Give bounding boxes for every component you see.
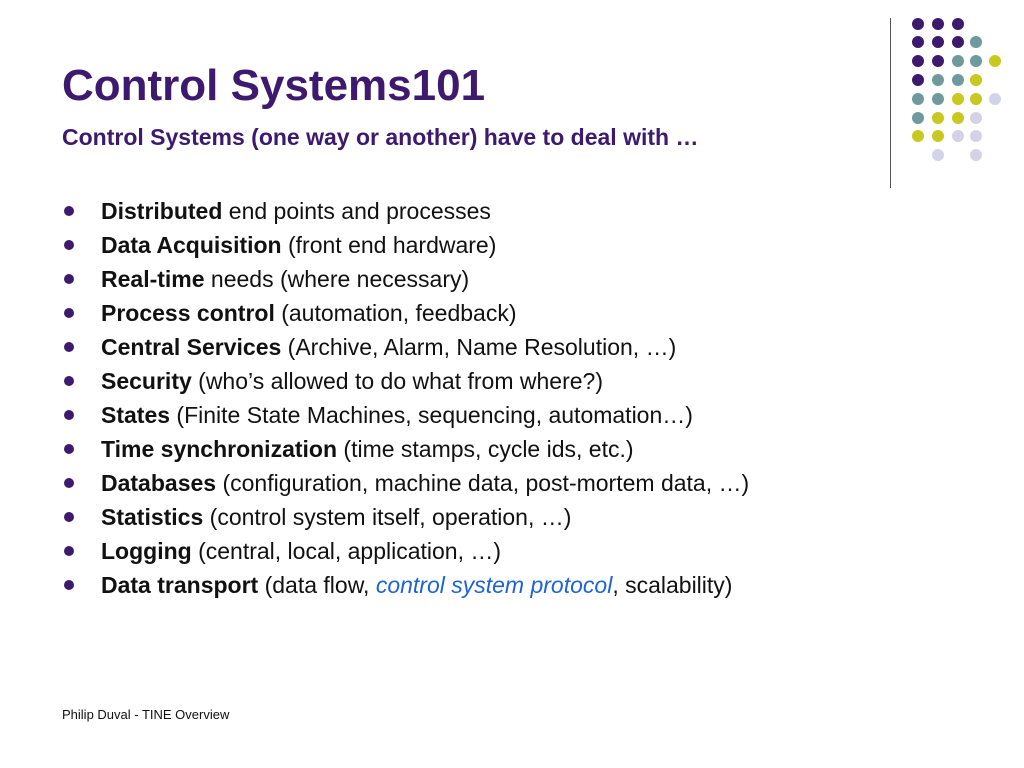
deco-dot [970, 149, 982, 161]
bullet-dot-icon [64, 206, 74, 216]
bullet-term: Time synchronization [101, 436, 338, 462]
deco-dot [970, 55, 982, 67]
deco-dot [952, 18, 964, 30]
bullet-text: (Finite State Machines, sequencing, automation…) [170, 402, 693, 428]
deco-dot [952, 93, 964, 105]
bullet-dot-icon [64, 342, 74, 352]
deco-dot [932, 74, 944, 86]
deco-dot [932, 36, 944, 48]
deco-dot [932, 112, 944, 124]
bullet-dot-icon [64, 410, 74, 420]
bullet-term: Databases [101, 470, 217, 496]
bullet-dot-icon [64, 512, 74, 522]
deco-dot [912, 18, 924, 30]
bullet-dot-icon [64, 308, 74, 318]
bullet-item [62, 534, 749, 568]
deco-dot [970, 93, 982, 105]
bullet-term: Data Acquisition [101, 232, 282, 258]
deco-dot [932, 18, 944, 30]
bullet-dot-icon [64, 444, 74, 454]
bullet-term: Data transport [101, 572, 259, 598]
bullet-item [62, 330, 749, 364]
bullet-text: needs (where necessary) [204, 266, 470, 292]
slide-footer: Philip Duval - TINE Overview [62, 707, 230, 722]
deco-dot [970, 112, 982, 124]
deco-dot [952, 55, 964, 67]
bullet-item [62, 364, 749, 398]
deco-dot [912, 55, 924, 67]
bullet-term: Real-time [101, 266, 205, 292]
bullet-text: end points and processes [222, 198, 491, 224]
bullet-text: (central, local, application, …) [191, 538, 502, 564]
vertical-divider [890, 18, 891, 188]
bullet-term: Process control [101, 300, 275, 326]
bullet-item [62, 262, 749, 296]
slide-subtitle: Control Systems (one way or another) have to deal with … [62, 124, 699, 150]
deco-dot [989, 93, 1001, 105]
bullet-term: States [101, 402, 171, 428]
bullet-text: (time stamps, cycle ids, etc.) [337, 436, 634, 462]
bullet-term: Logging [101, 538, 192, 564]
deco-dot [932, 55, 944, 67]
bullet-dot-icon [64, 580, 74, 590]
deco-dot [989, 55, 1001, 67]
deco-dot [932, 149, 944, 161]
bullet-list [62, 194, 749, 602]
deco-dot [932, 130, 944, 142]
bullet-dot-icon [64, 478, 74, 488]
deco-dot [932, 93, 944, 105]
deco-dot [952, 74, 964, 86]
bullet-text: (configuration, machine data, post-mortem data, …) [216, 470, 750, 496]
bullet-text: (who’s allowed to do what from where?) [191, 368, 603, 394]
bullet-term: Central Services [101, 334, 282, 360]
bullet-item [62, 568, 749, 602]
bullet-item [62, 296, 749, 330]
bullet-item [62, 228, 749, 262]
bullet-text: (automation, feedback) [274, 300, 517, 326]
deco-dot [970, 130, 982, 142]
bullet-text: (front end hardware) [281, 232, 497, 258]
bullet-dot-icon [64, 274, 74, 284]
bullet-dot-icon [64, 376, 74, 386]
deco-dot [912, 112, 924, 124]
bullet-dot-icon [64, 546, 74, 556]
deco-dot [912, 74, 924, 86]
bullet-item [62, 432, 749, 466]
bullet-text: (control system itself, operation, …) [203, 504, 572, 530]
deco-dot [970, 74, 982, 86]
bullet-item [62, 466, 749, 500]
deco-dot [912, 130, 924, 142]
bullet-dot-icon [64, 240, 74, 250]
slide-title: Control Systems101 [62, 61, 486, 110]
bullet-item [62, 194, 749, 228]
bullet-item [62, 500, 749, 534]
bullet-term: Statistics [101, 504, 204, 530]
bullet-text: , scalability) [612, 572, 733, 598]
bullet-item [62, 398, 749, 432]
deco-dot [952, 130, 964, 142]
control-system-protocol-link[interactable]: control system protocol [375, 572, 613, 598]
deco-dot [952, 112, 964, 124]
bullet-term: Security [101, 368, 192, 394]
deco-dot [952, 36, 964, 48]
bullet-text: (Archive, Alarm, Name Resolution, …) [281, 334, 677, 360]
decorative-dot-grid [900, 10, 1010, 170]
bullet-term: Distributed [101, 198, 223, 224]
deco-dot [970, 36, 982, 48]
deco-dot [912, 36, 924, 48]
bullet-text: (data flow, [258, 572, 376, 598]
deco-dot [912, 93, 924, 105]
